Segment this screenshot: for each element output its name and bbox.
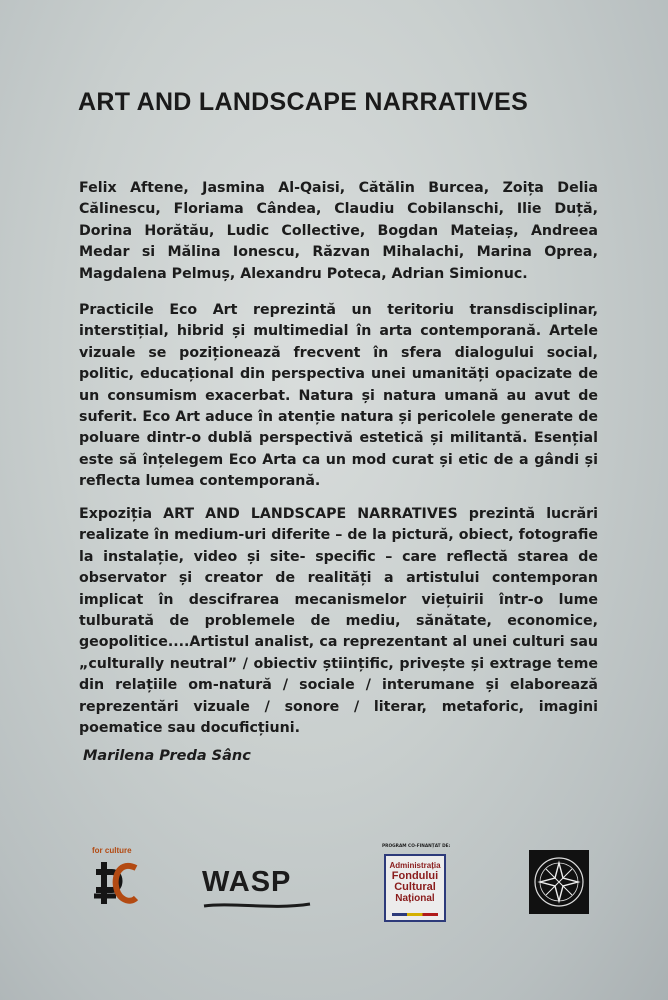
afcn-program-label: PROGRAM CO-FINANȚAT DE: — [382, 844, 451, 849]
afcn-line-2: Fondului — [391, 870, 439, 882]
afcn-line-1: Administrația — [389, 861, 441, 870]
star-emblem-logo — [529, 850, 589, 914]
tricolor-stripe — [392, 913, 438, 916]
star-emblem-icon — [529, 850, 589, 914]
for-culture-logo — [90, 846, 140, 908]
for-culture-label: for culture — [92, 846, 132, 855]
paragraph-eco-art: Practicile Eco Art reprezintă un teritoriu transdisciplinar, interstițial, hibrid și multimedial în arta contemporană. Artele vizuale se poziționează frecvent în sfera dialogului social, politic, educațional din perspectiva unei umanități opacizate de un consumism exacerbat. Natura și natura umană au avut de suferit. Eco Art aduce în atenție natura și pericolele generate de poluare dintr-o dublă perspectivă estetică și militantă. Esențial este să înțelegem Eco Arta ca un mod curat și etic de a gândi și reflecta lumea contemporană. — [79, 302, 598, 490]
afcn-logo — [382, 844, 451, 924]
afcn-box — [384, 854, 446, 922]
author-signature: Marilena Preda Sânc — [83, 748, 251, 764]
afcn-line-4: Național — [395, 893, 435, 904]
afcn-line-3: Cultural — [394, 881, 436, 893]
sponsor-logos — [0, 840, 668, 920]
artists-list: Felix Aftene, Jasmina Al-Qaisi, Cătălin Burcea, Zoița Delia Călinescu, Floriama Cândea, Claudiu Cobilanschi, Ilie Duță, Dorina Horătău, Ludic Collective, Bogdan Mateiaș, Andreea Medar si Mălina Ionescu, Răzvan Mihalachi, Marina Oprea, Magdalena Pelmuș, Alexandru Poteca, Adrian Simionuc. — [79, 180, 598, 282]
wasp-wordmark: WASP — [202, 866, 292, 898]
for-culture-mark-icon — [90, 846, 140, 908]
paragraph-exhibition: Expoziția ART AND LANDSCAPE NARRATIVES prezintă lucrări realizate în medium-uri diferite – de la pictură, obiect, fotografie la instalație, video și site- specific – care reflectă starea de observator și creator de realități a artistului contemporan implicat în descifrarea mecanismelor viețuirii într-o lume tulburată de problemele de mediu, sănătate, economice, geopolitice....Artistul analist, ca reprezentant al unei culturi sau „culturally neutral” / obiectiv științific, privește și extrage teme din relațiile om-natură / sociale / interumane și elaborează reprezentări vizuale / sonore / literar, metaforic, imagini poematice sau docuficțiuni. — [79, 506, 598, 737]
wasp-logo — [202, 866, 314, 916]
wasp-underline-icon — [202, 900, 314, 912]
exhibition-title: ART AND LANDSCAPE NARRATIVES — [78, 88, 529, 116]
